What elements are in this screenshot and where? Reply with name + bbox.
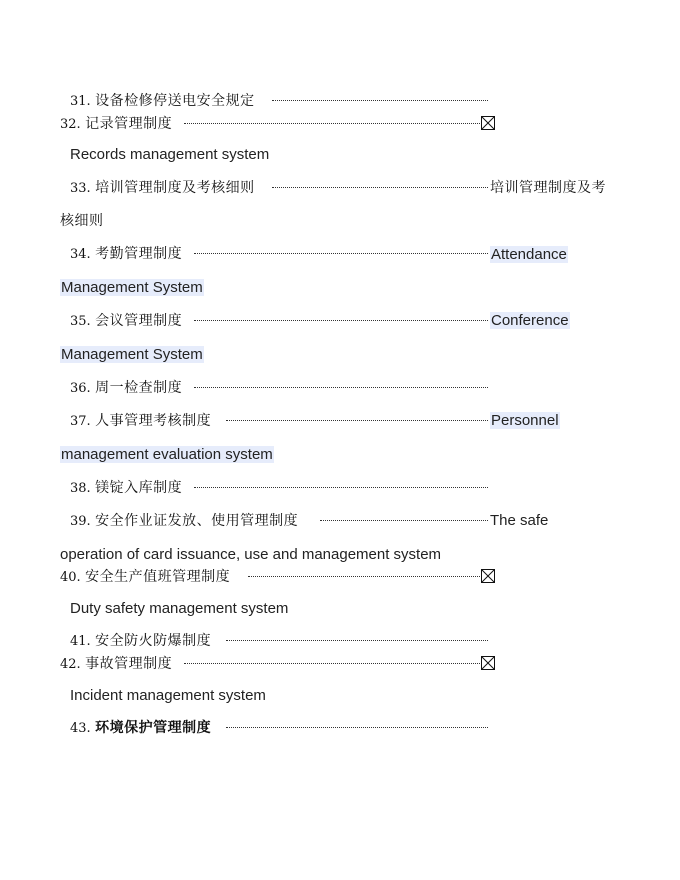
item-translation: Conference xyxy=(491,312,569,329)
dot-leader xyxy=(272,187,488,188)
dot-leader xyxy=(194,253,488,254)
dot-leader xyxy=(320,520,488,521)
item-title-en: Duty safety management system xyxy=(70,600,289,617)
dot-leader xyxy=(194,387,488,388)
item-title-zh: 周一检查制度 xyxy=(95,380,183,396)
item-title-zh: 会议管理制度 xyxy=(95,313,183,329)
toc-item-43 xyxy=(70,719,211,738)
toc-item-35 xyxy=(70,312,182,331)
item-title-en: Incident management system xyxy=(70,687,266,704)
checkbox-crossed-icon xyxy=(481,569,495,583)
item-title-zh: 培训管理制度及考核细则 xyxy=(95,180,255,196)
dot-leader xyxy=(248,576,480,577)
item-title-zh: 设备检修停送电安全规定 xyxy=(95,93,255,109)
item-number: 43. xyxy=(70,721,91,736)
dot-leader xyxy=(226,727,488,728)
toc-item-32 xyxy=(60,115,172,134)
item-number: 40. xyxy=(60,570,81,585)
dot-leader xyxy=(184,663,480,664)
item-number: 32. xyxy=(60,117,81,132)
item-title-en: Records management system xyxy=(70,146,270,163)
item-title-zh: 考勤管理制度 xyxy=(95,246,183,262)
item-number: 34. xyxy=(70,247,91,262)
dot-leader xyxy=(226,640,488,641)
item-translation: Attendance xyxy=(491,246,567,263)
item-number: 31. xyxy=(70,94,91,109)
toc-item-41 xyxy=(70,632,211,651)
toc-item-37 xyxy=(70,412,211,431)
toc-item-42 xyxy=(60,655,172,674)
item-title-zh: 事故管理制度 xyxy=(85,656,173,672)
item-title-zh: 环境保护管理制度 xyxy=(95,720,212,736)
item-number: 38. xyxy=(70,481,91,496)
dot-leader xyxy=(226,420,488,421)
item-translation-cont: 核细则 xyxy=(60,213,104,229)
item-translation: 培训管理制度及考 xyxy=(490,180,606,196)
toc-item-34 xyxy=(70,245,182,264)
item-translation-cont: Management System xyxy=(61,346,203,363)
checkbox-crossed-icon xyxy=(481,656,495,670)
toc-item-36 xyxy=(70,379,182,398)
toc-item-33 xyxy=(70,179,255,198)
dot-leader xyxy=(184,123,480,124)
item-number: 35. xyxy=(70,314,91,329)
item-title-zh: 安全防火防爆制度 xyxy=(95,633,212,649)
item-title-zh: 记录管理制度 xyxy=(85,116,173,132)
item-number: 39. xyxy=(70,514,91,529)
item-number: 36. xyxy=(70,381,91,396)
item-translation: The safe xyxy=(490,512,549,529)
item-translation-cont: management evaluation system xyxy=(61,446,273,463)
dot-leader xyxy=(194,487,488,488)
dot-leader xyxy=(194,320,488,321)
item-number: 33. xyxy=(70,181,91,196)
item-title-zh: 镁锭入库制度 xyxy=(95,480,183,496)
item-number: 42. xyxy=(60,657,81,672)
item-title-zh: 安全生产值班管理制度 xyxy=(85,569,231,585)
dot-leader xyxy=(272,100,488,101)
item-number: 37. xyxy=(70,414,91,429)
toc-item-40 xyxy=(60,568,230,587)
item-translation-cont: Management System xyxy=(61,279,203,296)
toc-item-39 xyxy=(70,512,298,531)
item-title-zh: 人事管理考核制度 xyxy=(95,413,212,429)
item-number: 41. xyxy=(70,634,91,649)
item-title-zh: 安全作业证发放、使用管理制度 xyxy=(95,513,299,529)
item-translation-cont: operation of card issuance, use and management system xyxy=(60,546,442,563)
toc-item-38 xyxy=(70,479,182,498)
item-translation: Personnel xyxy=(491,412,559,429)
toc-item-31 xyxy=(70,92,255,111)
checkbox-crossed-icon xyxy=(481,116,495,130)
